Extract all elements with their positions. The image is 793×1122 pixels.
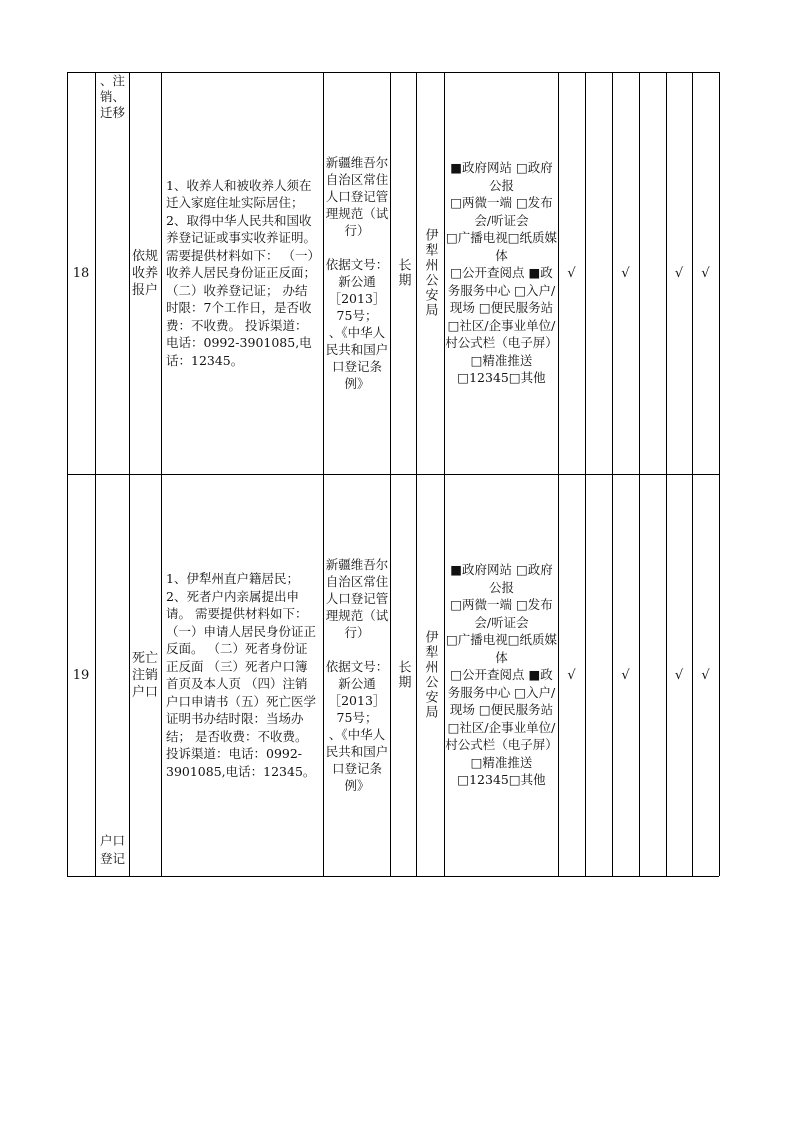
- check-mark: [639, 474, 666, 876]
- check-mark: √: [567, 265, 576, 281]
- row-number: 18: [72, 265, 90, 281]
- check-mark: √: [621, 265, 630, 281]
- check-mark: [585, 72, 612, 474]
- item-content: 1、伊犁州直户籍居民； 2、死者户内亲属提出申请。 需要提供材料如下： （一）申请人居民身份证正反面。 （二）死者身份证正反面 （三）死者户口簿首页及本人页 （四）注销户口申请书（五）死亡医学证明书办结时限：当场办结； 是否收费：不收费。投诉渠道：电话：0992-3901085,电话：12345。: [166, 571, 317, 779]
- check-mark: √: [701, 265, 710, 281]
- agency: 伊犁州公安局: [422, 228, 438, 318]
- check-mark: [639, 72, 666, 474]
- check-mark: [585, 474, 612, 876]
- check-mark: √: [674, 265, 684, 281]
- publication-channels: ■政府网站 □政府公报 □两微一端 □发布会/听证会 □广播电视□纸质媒体 □公开查阅点 ■政务服务中心 □入户/现场 □便民服务站 □社区/企事业单位/村公式栏（电子屏） □精准推送□12345□其他: [445, 562, 558, 788]
- agency: 伊犁州公安局: [422, 630, 438, 720]
- check-mark: √: [674, 667, 684, 683]
- check-mark: √: [621, 667, 630, 683]
- legal-basis: 新疆维吾尔自治区常住人口登记管理规范（试行） 依据文号： 新公通［2013］ 75号； 、《中华人民共和国户口登记条例》: [325, 557, 389, 793]
- publication-channels: ■政府网站 □政府公报 □两微一端 □发布会/听证会 □广播电视□纸质媒体 □公开查阅点 ■政务服务中心 □入户/现场 □便民服务站 □社区/企事业单位/村公式栏（电子屏） □精准推送□12345□其他: [445, 160, 558, 386]
- period: 长期: [395, 258, 411, 288]
- period: 长期: [395, 660, 411, 690]
- legal-basis: 新疆维吾尔自治区常住人口登记管理规范（试行） 依据文号： 新公通［2013］ 75号； 、《中华人民共和国户口登记条例》: [325, 155, 389, 391]
- subcategory-fragment: 户口 登记: [99, 833, 125, 866]
- item-content: 1、收养人和被收养人须在迁入家庭住址实际居住； 2、取得中华人民共和国收养登记证或事实收养证明。 需要提供材料如下： （一）收养人居民身份证正反面； （二）收养登记证； 办结时限：7个工作日，是否收费：不收费。 投诉渠道：电话：0992-3901085,电话：12345。: [166, 177, 317, 368]
- check-mark: √: [701, 667, 710, 683]
- item-name: 死亡 注销 户口: [131, 650, 158, 700]
- item-name: 依规 收养 报户: [131, 248, 158, 298]
- check-mark: √: [567, 667, 576, 683]
- row-number: 19: [72, 667, 90, 683]
- subcategory-fragment: 、注 销、 迁移: [99, 73, 125, 120]
